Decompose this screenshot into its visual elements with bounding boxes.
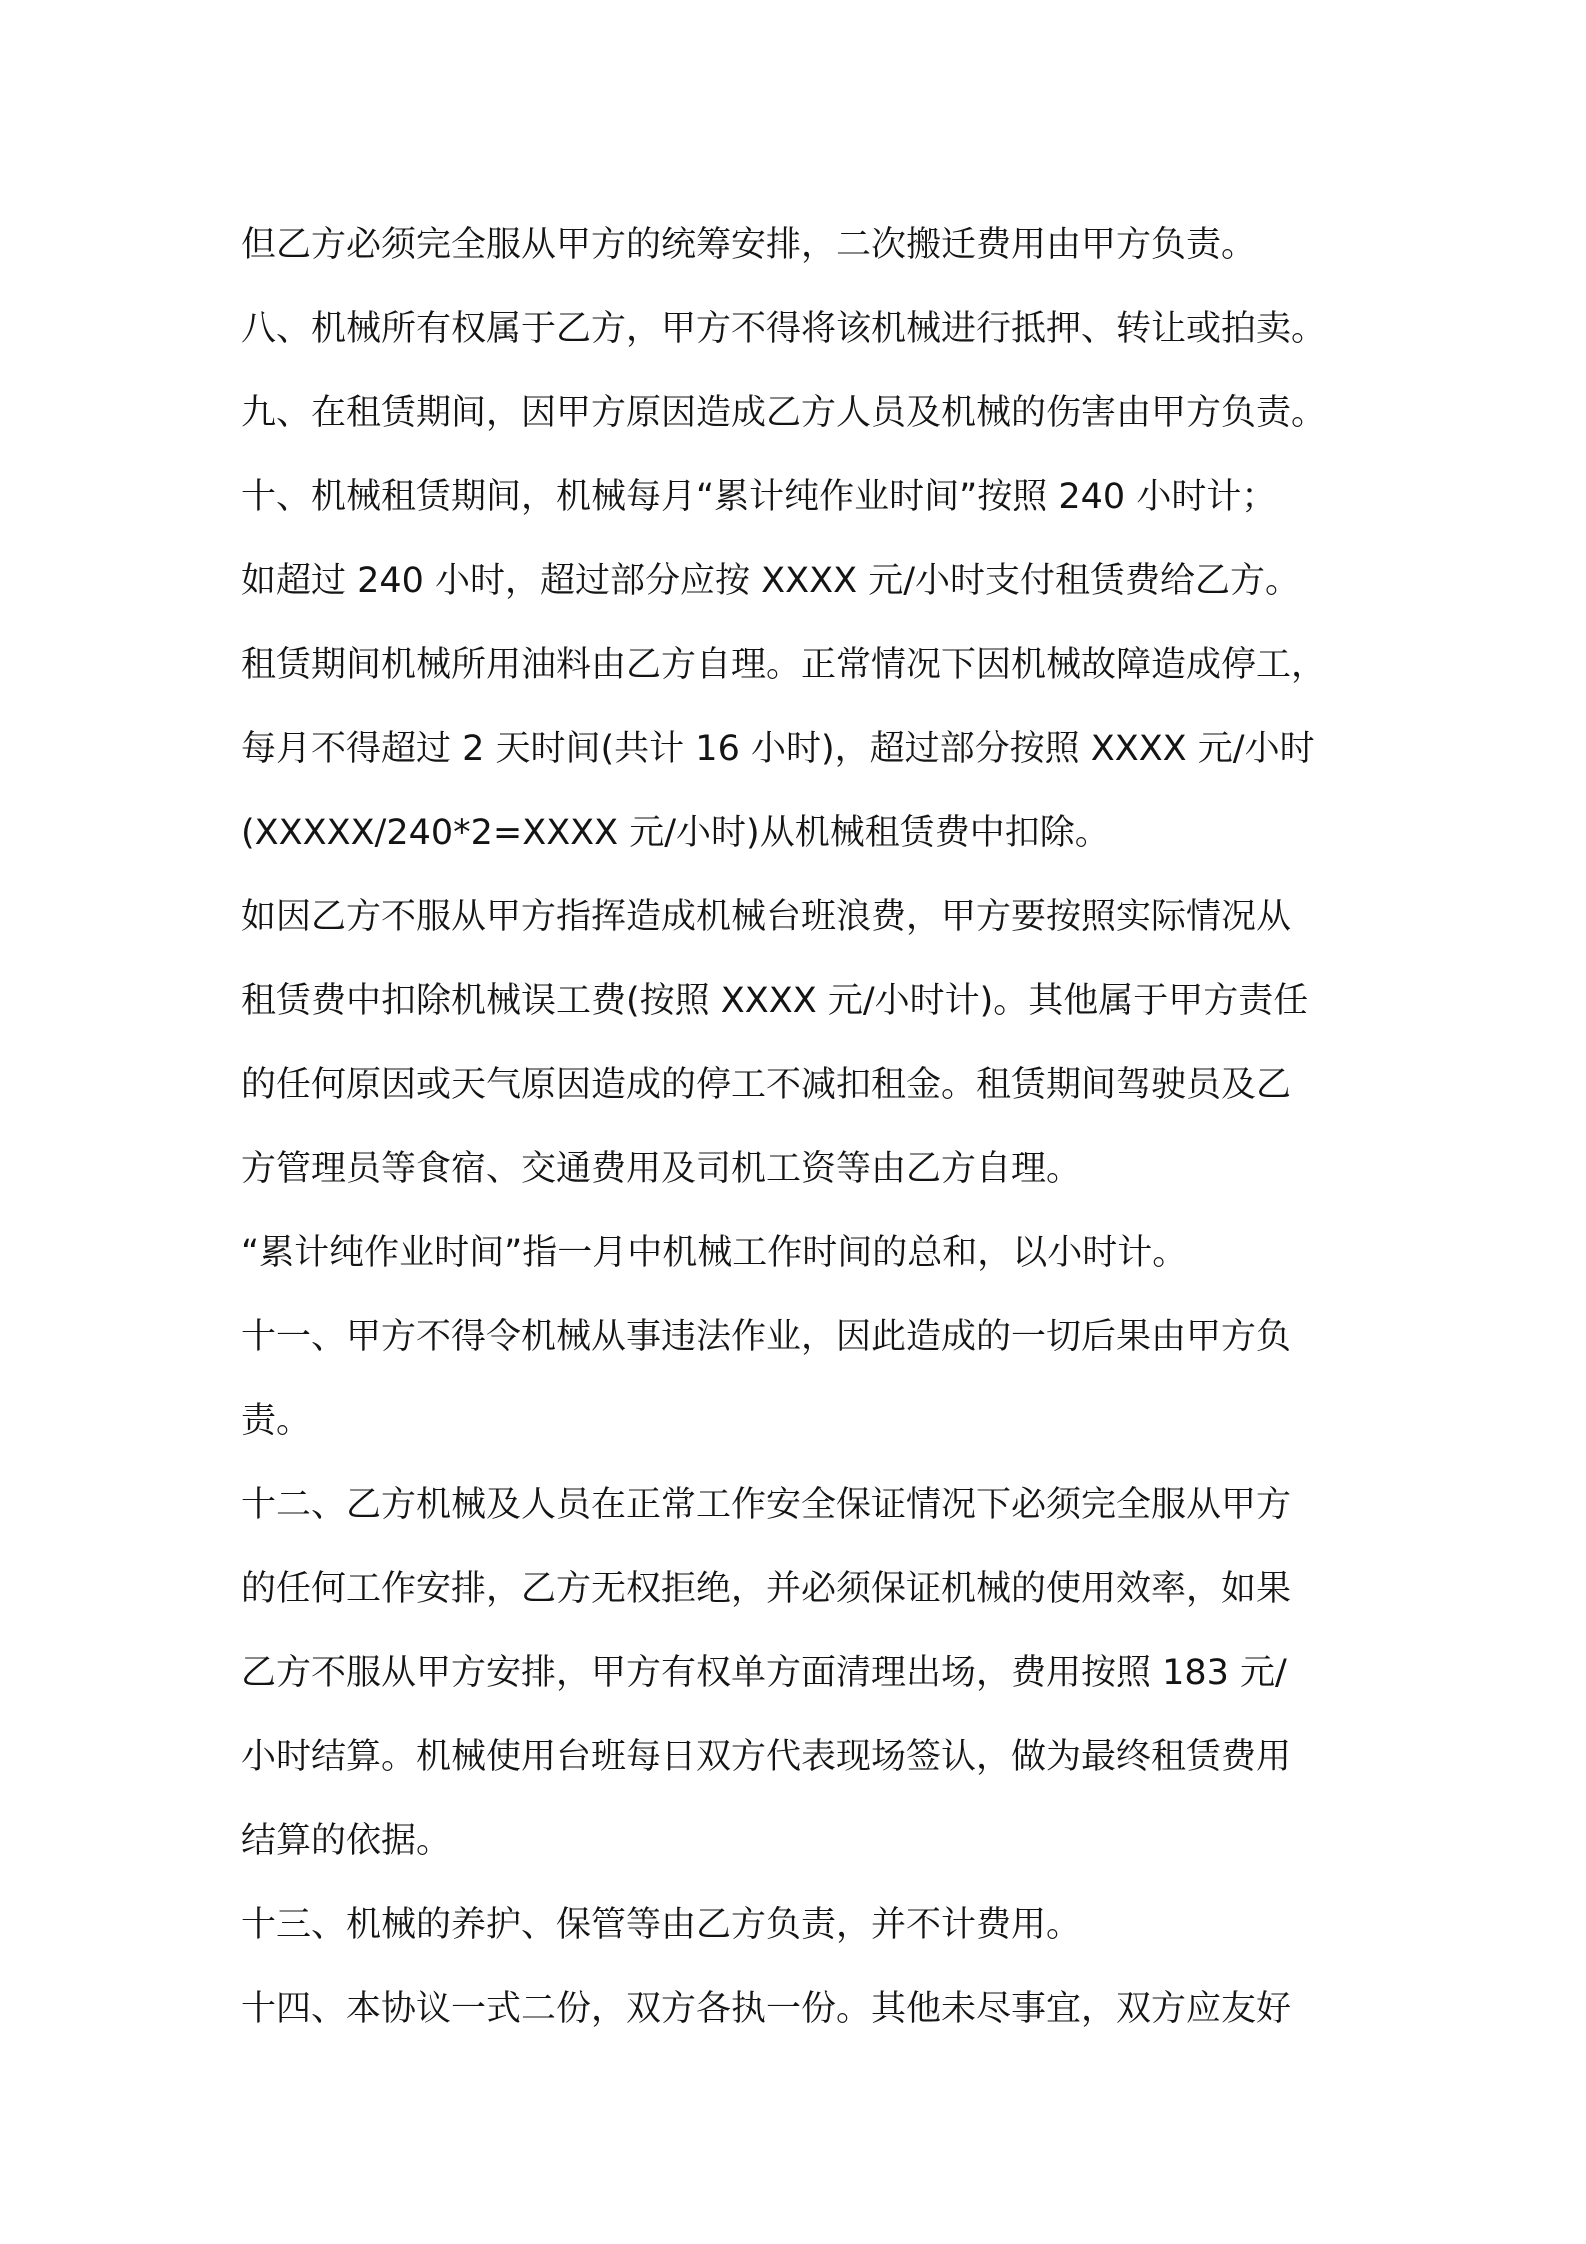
text-line: “累计纯作业时间”指一月中机械工作时间的总和，以小时计。 — [241, 1233, 1188, 1273]
text-line: 十二、乙方机械及人员在正常工作安全保证情况下必须完全服从甲方 — [241, 1485, 1292, 1525]
text-line: 每月不得超过 2 天时间(共计 16 小时)，超过部分按照 XXXX 元/小时 — [241, 729, 1315, 769]
text-line: 如因乙方不服从甲方指挥造成机械台班浪费，甲方要按照实际情况从 — [241, 897, 1292, 937]
text-line: 十一、甲方不得令机械从事违法作业，因此造成的一切后果由甲方负 — [241, 1317, 1292, 1357]
text-line: 十、机械租赁期间，机械每月“累计纯作业时间”按照 240 小时计； — [241, 477, 1277, 517]
text-line: 十三、机械的养护、保管等由乙方负责，并不计费用。 — [241, 1905, 1082, 1945]
text-line: 的任何原因或天气原因造成的停工不减扣租金。租赁期间驾驶员及乙 — [241, 1065, 1292, 1105]
text-line: 租赁费中扣除机械误工费(按照 XXXX 元/小时计)。其他属于甲方责任 — [241, 981, 1309, 1021]
text-line: 方管理员等食宿、交通费用及司机工资等由乙方自理。 — [241, 1149, 1082, 1189]
text-line: 的任何工作安排，乙方无权拒绝，并必须保证机械的使用效率，如果 — [241, 1569, 1292, 1609]
contract-text-body — [241, 203, 1381, 2051]
text-line: 乙方不服从甲方安排，甲方有权单方面清理出场，费用按照 183 元/ — [241, 1653, 1287, 1693]
text-line: (XXXXX/240*2=XXXX 元/小时)从机械租赁费中扣除。 — [241, 813, 1110, 853]
text-line: 八、机械所有权属于乙方，甲方不得将该机械进行抵押、转让或拍卖。 — [241, 309, 1327, 349]
text-line: 租赁期间机械所用油料由乙方自理。正常情况下因机械故障造成停工， — [241, 645, 1327, 685]
text-line: 但乙方必须完全服从甲方的统筹安排，二次搬迁费用由甲方负责。 — [241, 225, 1257, 265]
text-line: 责。 — [241, 1401, 312, 1441]
text-line: 小时结算。机械使用台班每日双方代表现场签认，做为最终租赁费用 — [241, 1737, 1292, 1777]
text-line: 十四、本协议一式二份，双方各执一份。其他未尽事宜，双方应友好 — [241, 1989, 1292, 2029]
text-line: 结算的依据。 — [241, 1821, 452, 1861]
text-line: 九、在租赁期间，因甲方原因造成乙方人员及机械的伤害由甲方负责。 — [241, 393, 1327, 433]
text-line: 如超过 240 小时，超过部分应按 XXXX 元/小时支付租赁费给乙方。 — [241, 561, 1301, 601]
